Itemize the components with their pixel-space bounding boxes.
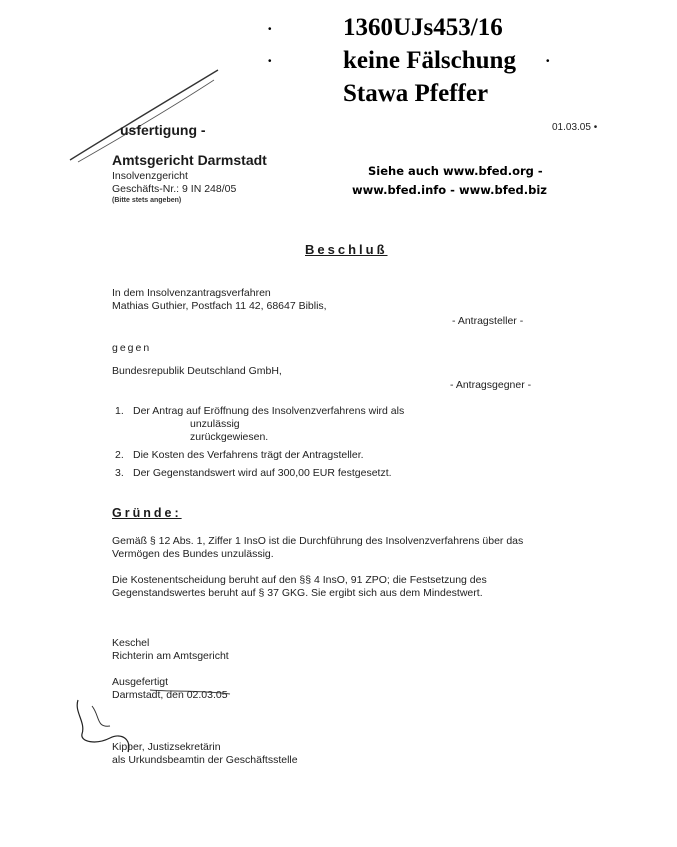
- item-text: Der Gegenstandswert wird auf 300,00 EUR festgesetzt.: [133, 467, 392, 479]
- file-number-label: Geschäfts-Nr.:: [112, 183, 180, 195]
- proceeding-label: In dem Insolvenzantragsverfahren: [112, 287, 271, 299]
- decision-heading: Beschluß: [305, 242, 388, 257]
- reference-line-1: Siehe auch www.bfed.org -: [368, 164, 543, 178]
- annotation-prosecutor: Stawa Pfeffer: [343, 80, 489, 107]
- court-department: Insolvenzgericht: [112, 170, 188, 182]
- document-date: 01.03.05 •: [552, 122, 598, 133]
- annotation-dot: •: [268, 24, 272, 35]
- item-text: Die Kosten des Verfahrens trägt der Antragsteller.: [133, 449, 364, 461]
- item-text-continued: unzulässig: [190, 418, 240, 430]
- annotation-dot: •: [268, 56, 272, 67]
- against-label: gegen: [112, 342, 152, 354]
- annotation-case-number: 1360UJs453/16: [343, 14, 503, 41]
- reasons-paragraph-1: Gemäß § 12 Abs. 1, Ziffer 1 InsO ist die Durchführung des Insolvenzverfahrens über das: [112, 535, 524, 547]
- file-number-note: (Bitte stets angeben): [112, 197, 182, 204]
- file-number-value: 9 IN 248/05: [182, 183, 237, 195]
- certified-label: Ausgefertigt: [112, 676, 169, 688]
- judge-title: Richterin am Amtsgericht: [112, 650, 229, 662]
- reference-line-2: www.bfed.info - www.bfed.biz: [352, 183, 547, 197]
- item-number: 1.: [115, 405, 124, 417]
- respondent-role: - Antragsgegner -: [450, 379, 532, 391]
- clerk-name: Kipper, Justizsekretärin: [112, 741, 221, 753]
- item-number: 2.: [115, 449, 124, 461]
- annotation-dot: •: [546, 56, 550, 67]
- clerk-title: als Urkundsbeamtin der Geschäftsstelle: [112, 754, 298, 766]
- judge-name: Keschel: [112, 637, 150, 649]
- court-name: Amtsgericht Darmstadt: [112, 152, 267, 168]
- file-number: [112, 183, 236, 195]
- reasons-paragraph-1: Vermögen des Bundes unzulässig.: [112, 548, 274, 560]
- document-title: usfertigung -: [120, 122, 206, 138]
- annotation-not-forgery: keine Fälschung: [343, 47, 516, 74]
- reasons-paragraph-2: Gegenstandswertes beruht auf § 37 GKG. Sie ergibt sich aus dem Mindestwert.: [112, 587, 483, 599]
- reasons-paragraph-2: Die Kostenentscheidung beruht auf den §§ 4 InsO, 91 ZPO; die Festsetzung des: [112, 574, 487, 586]
- respondent: Bundesrepublik Deutschland GmbH,: [112, 365, 282, 377]
- certified-place-date: Darmstadt, den 02.03.05: [112, 689, 228, 701]
- reasons-heading: Gründe:: [112, 506, 182, 520]
- item-number: 3.: [115, 467, 124, 479]
- applicant-role: - Antragsteller -: [452, 315, 524, 327]
- applicant: Mathias Guthier, Postfach 11 42, 68647 Biblis,: [112, 300, 327, 312]
- item-text: Der Antrag auf Eröffnung des Insolvenzverfahrens wird als: [133, 405, 405, 417]
- item-text-continued: zurückgewiesen.: [190, 431, 269, 443]
